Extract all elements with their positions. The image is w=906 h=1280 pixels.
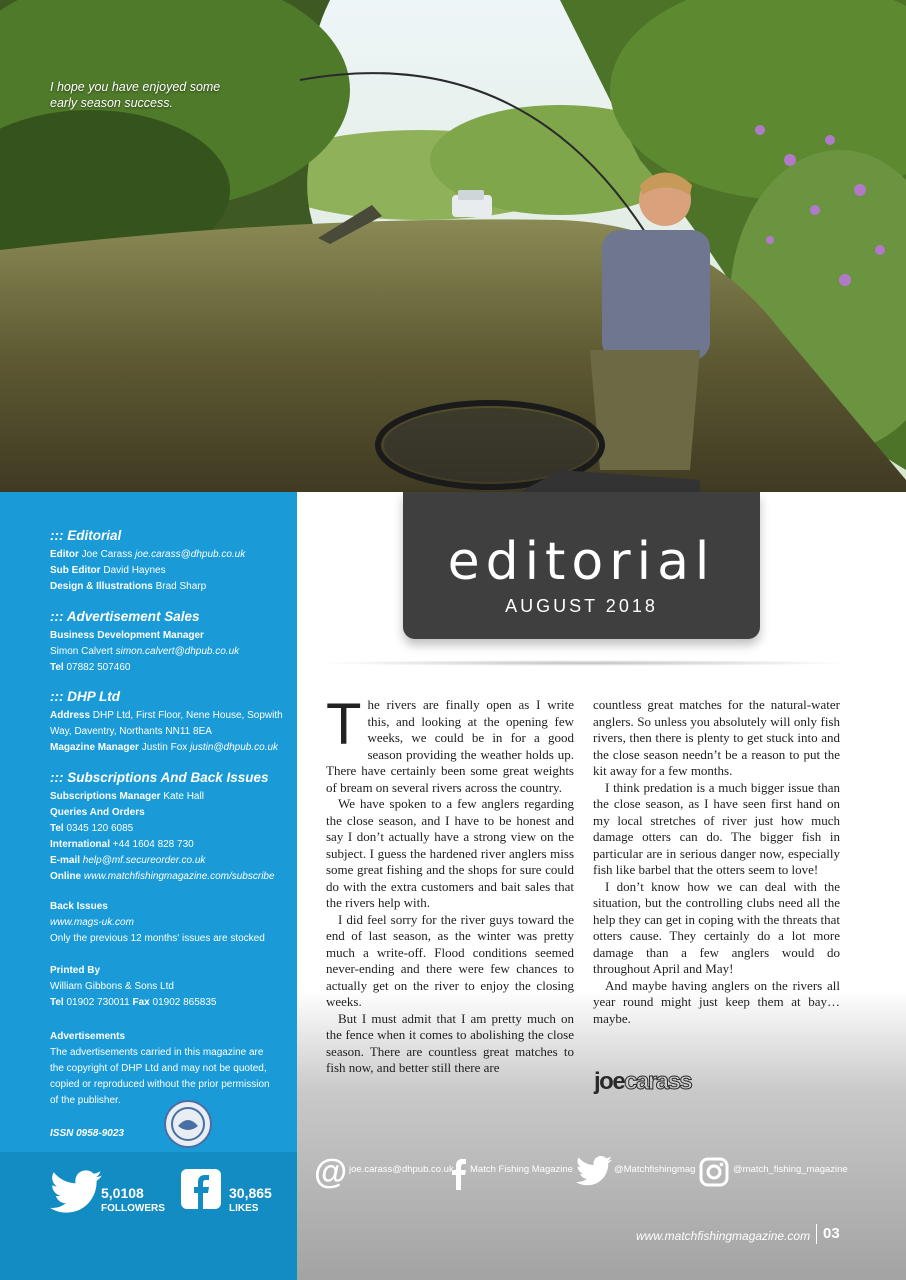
dhp-credits <box>50 689 290 756</box>
author-signature <box>594 1068 691 1096</box>
facebook-icon[interactable] <box>181 1169 221 1209</box>
signature-first: joe <box>594 1068 625 1095</box>
publisher-seal-icon <box>164 1100 212 1148</box>
twitter-count: 5,0108 <box>101 1185 144 1201</box>
contact-instagram[interactable]: @match_fishing_magazine <box>733 1164 848 1175</box>
online-url[interactable]: www.matchfishingmagazine.com/subscribe <box>83 871 275 882</box>
ad-name: Simon Calvert <box>50 646 113 657</box>
at-sign-icon <box>313 1154 347 1190</box>
twitter-label: FOLLOWERS <box>101 1203 165 1214</box>
address-1: DHP Ltd, First Floor, Nene House, Sopwith <box>92 710 283 721</box>
subs-email[interactable]: help@mf.secureorder.co.uk <box>82 855 206 866</box>
paragraph-7: I don’t know how we can deal with the situation, but the controlling clubs need all the help they can get in coping with the threats that otters cause. They certainly do a lot more damage than a few anglers would do throughout April and May! <box>593 878 840 976</box>
subs-manager-name: Kate Hall <box>163 791 204 802</box>
twitter-icon <box>576 1156 612 1186</box>
back-issues-note: Only the previous 12 months' issues are stocked <box>50 933 265 944</box>
mm-name: Justin Fox <box>141 742 188 753</box>
ad-tel-line <box>50 660 290 676</box>
ad-sales-heading: ::: Advertisement Sales <box>50 609 200 624</box>
sub-editor-name: David Haynes <box>103 565 166 576</box>
paragraph-6: I think predation is a much bigger issue than the close season, as I have seen first hand on my local stretches of river just how much damage otters can do. The bigger fish in particular are in serious danger now, especially fish like barbel that the otters seem to love! <box>593 779 840 877</box>
printer-name: William Gibbons & Sons Ltd <box>50 981 174 992</box>
masthead-sidebar <box>0 492 297 1280</box>
subs-email-line <box>50 853 290 869</box>
subs-manager-label: Subscriptions Manager <box>50 791 161 802</box>
address-label: Address <box>50 710 91 721</box>
design-label: Design & Illustrations <box>50 581 153 592</box>
intl-label: International <box>50 839 111 850</box>
advertisements-heading: Advertisements <box>50 1031 126 1042</box>
design-name: Brad Sharp <box>155 581 207 592</box>
subs-tel-label: Tel <box>50 823 64 834</box>
printer-fax: 01902 865835 <box>152 997 217 1008</box>
ad-role <box>50 628 290 644</box>
mm-email[interactable]: justin@dhpub.co.uk <box>190 742 279 753</box>
printer-phone-line <box>50 995 290 1011</box>
queries-line <box>50 805 290 821</box>
back-issues-heading: Back Issues <box>50 901 108 912</box>
issue-date: AUGUST 2018 <box>505 596 658 616</box>
sub-editor-line <box>50 563 290 579</box>
online-label: Online <box>50 871 82 882</box>
social-stats-bar <box>0 1152 297 1280</box>
facebook-label: LIKES <box>229 1203 259 1214</box>
editorial-credits <box>50 528 290 595</box>
contact-twitter[interactable]: @Matchfishingmag <box>614 1164 696 1175</box>
svg-text:@: @ <box>314 1154 347 1190</box>
subs-tel-line <box>50 821 290 837</box>
intl-number: +44 1604 828 730 <box>112 839 194 850</box>
paragraph-3: I did feel sorry for the river guys toward the end of last season, as the winter was pretty much a write-off. Flood conditions seemed never-ending and there were few chances to actually get on the river to enjoy the closing weeks. <box>326 911 574 1009</box>
dhp-heading: ::: DHP Ltd <box>50 689 120 704</box>
advertisements-text: The advertisements carried in this magazine are the copyright of DHP Ltd and may not be quoted, copied or reproduced without the prior permission of the publisher. <box>50 1047 270 1106</box>
paragraph-1 <box>326 692 574 796</box>
footer-website[interactable]: www.matchfishingmagazine.com <box>636 1229 811 1243</box>
ad-contact-line <box>50 644 290 660</box>
editor-line <box>50 547 290 563</box>
intl-line <box>50 837 290 853</box>
ad-tel: 07882 507460 <box>66 662 131 673</box>
article-column-1 <box>326 692 574 1077</box>
contact-facebook[interactable]: Match Fishing Magazine <box>470 1164 573 1175</box>
photo-caption: I hope you have enjoyed some early season success. <box>50 80 221 110</box>
magazine-manager-line <box>50 740 290 756</box>
facebook-f-icon <box>448 1156 468 1190</box>
paragraph-4: But I must admit that I am pretty much on the fence when it comes to abolishing the close season. There are countless great matches to fish now, and better still there are <box>326 1010 574 1075</box>
river-scene-illustration <box>0 0 906 492</box>
editor-name: Joe Carass <box>81 549 133 560</box>
editor-email[interactable]: joe.carass@dhpub.co.uk <box>135 549 246 560</box>
editor-label: Editor <box>50 549 79 560</box>
queries-label: Queries And Orders <box>50 807 145 818</box>
printed-by <box>50 963 290 1011</box>
address-line <box>50 708 290 724</box>
drop-cap: T <box>326 692 362 757</box>
footer-separator <box>816 1224 817 1244</box>
printer-fax-label: Fax <box>132 997 150 1008</box>
printed-by-heading: Printed By <box>50 965 101 976</box>
ad-tel-label: Tel <box>50 662 64 673</box>
back-issues <box>50 899 290 947</box>
hero-photo <box>0 0 906 492</box>
editorial-title-box <box>403 492 760 639</box>
issn-text: ISSN 0958-9023 <box>50 1128 124 1139</box>
advertisements-notice <box>50 1029 290 1109</box>
ad-email[interactable]: simon.calvert@dhpub.co.uk <box>115 646 240 657</box>
article-column-2 <box>593 697 840 1027</box>
page-number: 03 <box>823 1225 840 1242</box>
editorial-heading: ::: Editorial <box>50 528 122 543</box>
subs-manager-line <box>50 789 290 805</box>
paragraph-8: And maybe having anglers on the rivers all year round might just keep them at bay… maybe. <box>593 977 840 1026</box>
ad-role-label: Business Development Manager <box>50 630 204 641</box>
paragraph-5: countless great matches for the natural-water anglers. So unless you absolutely will only fish rivers, then there is plenty to get stuck into and the close season needn’t be a reason to put the kit away for a few months. <box>593 697 840 778</box>
page-title: editorial <box>447 532 716 592</box>
subscriptions-credits <box>50 770 290 885</box>
printer-tel: 01902 730011 <box>66 997 130 1008</box>
paragraph-1-text: he rivers are finally open as I write this, and looking at the opening few weeks, we could be in for a good season providing the weather holds up. There have certainly been some great weights of bream on several rivers across the country. <box>326 697 574 795</box>
subs-tel: 0345 120 6085 <box>66 823 134 834</box>
subscriptions-heading: ::: Subscriptions And Back Issues <box>50 770 269 785</box>
instagram-icon <box>699 1157 729 1187</box>
facebook-count: 30,865 <box>229 1185 272 1201</box>
twitter-bird-icon[interactable] <box>50 1170 102 1214</box>
design-line <box>50 579 290 595</box>
sub-editor-label: Sub Editor <box>50 565 101 576</box>
ad-sales-credits <box>50 609 290 676</box>
back-issues-url[interactable]: www.mags-uk.com <box>50 917 134 928</box>
signature-last: carass <box>624 1068 692 1095</box>
subs-email-label: E-mail <box>50 855 81 866</box>
section-divider <box>315 660 855 666</box>
printer-tel-label: Tel <box>50 997 64 1008</box>
mm-label: Magazine Manager <box>50 742 139 753</box>
contact-email[interactable]: joe.carass@dhpub.co.uk <box>349 1164 454 1175</box>
online-line <box>50 869 290 885</box>
address-line-2: Way, Daventry, Northants NN11 8EA <box>50 726 212 737</box>
paragraph-2: We have spoken to a few anglers regarding the close season, and I have to be honest and say I don’t actually have a strong view on the subject. I guess the hardened river anglers miss some great fishing and the shops for sure could do with the extra customers and bait sales that the rivers help with. <box>326 796 574 910</box>
